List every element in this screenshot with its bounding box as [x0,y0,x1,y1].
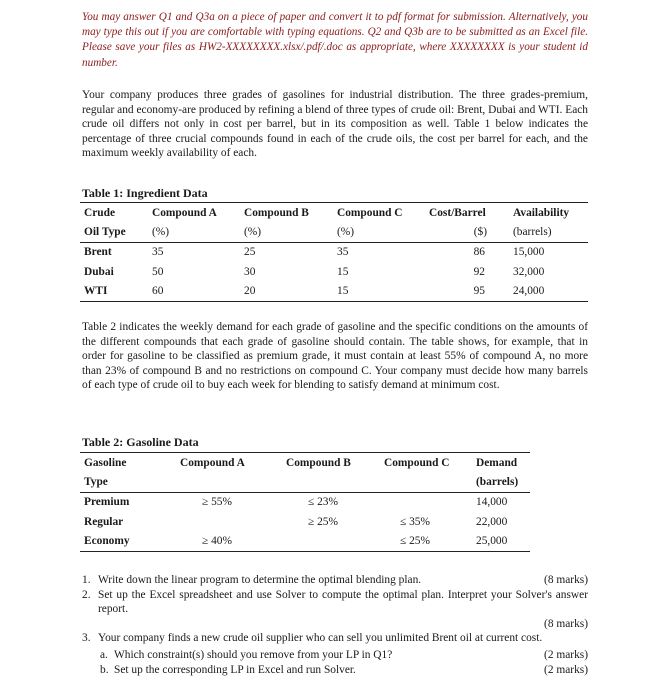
table-row [80,262,588,281]
subquestion-number: a. [100,648,108,661]
table-cell: ≤ 35% [400,515,430,528]
question-text: Write down the linear program to determine the optimal blending plan. [98,574,422,586]
table1-header-row [80,203,588,223]
question-list [82,573,588,677]
table-row [80,282,588,302]
table-row [80,532,530,552]
table-cell: 24,000 [509,282,588,302]
table-cell: ≤ 23% [308,496,338,509]
table-cell [282,532,380,552]
table-cell: WTI [80,282,148,302]
subquestion-item [82,648,588,663]
table-cell: 22,000 [476,515,508,528]
question-number: 1. [82,574,91,586]
table1-caption: Table 1: Ingredient Data [82,186,208,200]
table-cell: 15 [337,265,349,278]
subquestion-text: Which constraint(s) should you remove from your LP in Q1? [114,648,393,661]
table-row [80,242,588,262]
table1-header: (barrels) [509,222,588,242]
intro-paragraph: Your company produces three grades of gasolines for industrial distribution. The three grades-premium, regular and economy-are produced by refining a blend of three types of crude oil: Brent, Dubai and WTI. Each crude oil differs not only in cost per barrel, but in its composition as well. Table 1 below indicates the percentage of three crucial compounds found in each of the crude oils, the cost per barrel for each, and the maximum weekly availability of each. [82,89,588,160]
table-cell: 20 [240,282,333,302]
subquestion-text: Set up the corresponding LP in Excel and run Solver. [114,663,356,676]
table1-header: Compound A [148,203,240,223]
table1-header: Cost/Barrel [425,203,509,223]
table2-header: Demand [472,453,530,473]
table1-header: ($) [425,222,509,242]
table1-header: (%) [148,222,240,242]
table-cell: 95 [425,282,509,302]
table-row [80,492,530,512]
table-cell: ≥ 55% [202,496,232,509]
table-cell: Dubai [84,265,114,278]
table1-header: Oil Type [80,222,148,242]
question-text: Set up the Excel spreadsheet and use Solver to compute the optimal plan. Interpret your Solver's answer report. [98,588,588,616]
demand-paragraph: Table 2 indicates the weekly demand for each grade of gasoline and the specific conditions on the amounts of the different compounds that each grade of gasoline should contain. The table shows, for example, that in order for gasoline to be classified as premium grade, it must contain at least 55% of compound A, no more than 23% of compound B and no restrictions on compound C. Your company must decide how many barrels of each type of crude oil to buy each week for blending to satisfy demand at minimum cost. [82,321,588,392]
table-cell: 60 [148,282,240,302]
table1-header: Compound C [333,203,425,223]
table-cell [380,492,472,512]
table-cell: ≥ 40% [176,532,282,552]
table2-header: Compound B [282,453,380,473]
table-cell: 30 [244,265,256,278]
table2-header [176,472,282,492]
gasoline-data-table [80,452,530,552]
subquestion-marks: (2 marks) [544,663,588,676]
table-cell: 15 [333,282,425,302]
question-item [82,573,588,588]
question-marks: (8 marks) [544,617,588,630]
submission-instructions: You may answer Q1 and Q3a on a piece of paper and convert it to pdf format for submission. Alternatively, you may type this out if you are comfortable with typing equations. Q2 and Q3b are to be submitted as an Excel file. Please save your files as HW2-XXXXXXXX.xlsx/.pdf/.doc as appropriate, where XXXXXXXX is your student id number. [82,11,588,69]
question-marks: (8 marks) [544,574,588,586]
table1-header: (%) [333,222,425,242]
table-cell: 35 [152,246,164,259]
table-row [80,512,530,531]
table-cell [176,512,282,531]
table-cell: 92 [473,265,485,278]
table-cell: 86 [473,246,485,259]
table2-caption: Table 2: Gasoline Data [82,435,199,449]
table2-header: Compound C [380,453,472,473]
question-number: 3. [82,632,91,645]
table-cell: Economy [80,532,176,552]
table-cell: Brent [84,246,112,259]
table-cell: 25 [244,246,256,259]
table2-header-row [80,472,530,492]
table-cell: Regular [84,515,124,528]
table-cell: Premium [84,496,130,509]
table-cell: 25,000 [472,532,530,552]
table2-header-row [80,453,530,473]
ingredient-data-table [80,202,588,302]
table2-header: Gasoline [80,453,176,473]
subquestion-number: b. [100,663,109,676]
question-number: 2. [82,588,91,601]
subquestion-item [82,663,588,678]
table1-header: Availability [509,203,588,223]
table1-header-row [80,222,588,242]
table1-header: (%) [240,222,333,242]
table2-header: Compound A [176,453,282,473]
table-cell: ≥ 25% [308,515,338,528]
question-text: Your company finds a new crude oil supplier who can sell you unlimited Brent oil at current cost. [98,632,543,645]
subquestion-marks: (2 marks) [544,648,588,661]
table-cell: 35 [337,246,349,259]
question-item [82,588,588,632]
table2-header [380,472,472,492]
table2-header: Type [80,472,176,492]
table-cell: 50 [152,265,164,278]
table2-header [282,472,380,492]
table-cell: 15,000 [513,246,545,259]
table2-header: (barrels) [472,472,530,492]
table1-header: Compound B [240,203,333,223]
question-item [82,631,588,646]
table1-header: Crude [80,203,148,223]
table-cell: 14,000 [476,496,508,509]
table-cell: 32,000 [513,265,545,278]
table-cell: ≤ 25% [380,532,472,552]
